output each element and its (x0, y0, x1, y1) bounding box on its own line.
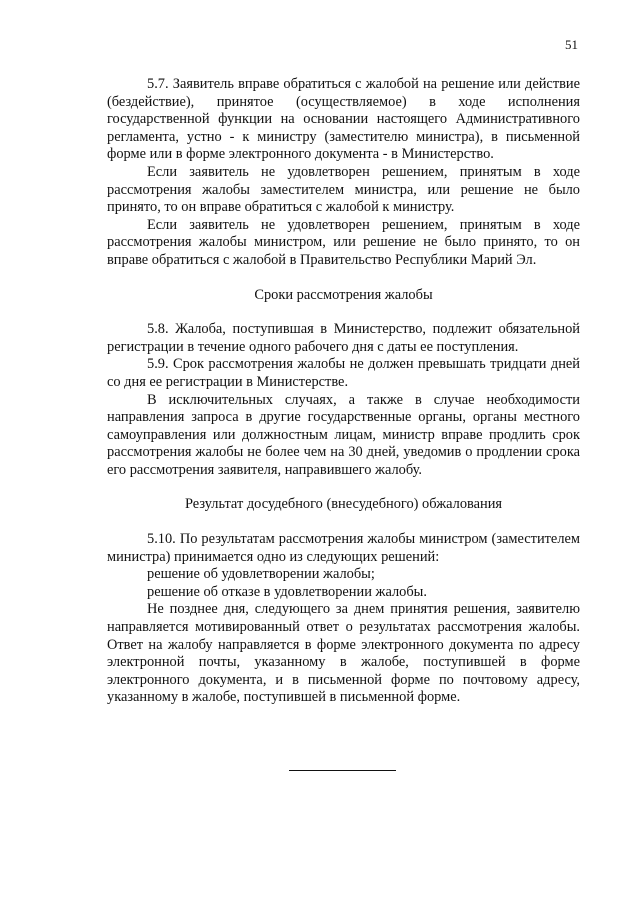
page-number: 51 (565, 37, 578, 52)
paragraph-response-delivery: Не позднее дня, следующего за днем принятия решения, заявителю направляется мотивированный ответ о результатах рассмотрения жалобы. Ответ на жалобу направляется в форме электронного документа по адресу электронной почты, указанному в жалобе, поступившей в форме электронного документа, и в письменной форме по почтовому адресу, указанному в жалобе, поступившей в письменной форме. (107, 601, 580, 706)
section-heading-appeal-result: Результат досудебного (внесудебного) обжалования (184, 496, 503, 513)
paragraph-exceptional-cases: В исключительных случаях, а также в случае необходимости направления запроса в другие государственные органы, органы местного самоуправления или должностным лицам, министр вправе продлить срок рассмотрения жалобы не более чем на 30 дней, уведомив о продлении срока его рассмотрения заявителя, направившего жалобу. (107, 391, 580, 478)
paragraph-5-7: 5.7. Заявитель вправе обратиться с жалобой на решение или действие (бездействие), принятое (осуществляемое) в ходе исполнения государственной функции на основании настоящего Административного регламента, устно - к министру (заместителю министра), в письменной форме или в форме электронного документа - в Министерство. (107, 76, 580, 163)
paragraph-deputy-appeal: Если заявитель не удовлетворен решением, принятым в ходе рассмотрения жалобы заместителем министра, или решение не было принято, то он вправе обратиться с жалобой к министру. (107, 163, 580, 216)
list-item-decision-refuse: решение об отказе в удовлетворении жалобы. (147, 583, 427, 600)
list-item-decision-satisfy: решение об удовлетворении жалобы; (147, 566, 375, 583)
paragraph-5-9: 5.9. Срок рассмотрения жалобы не должен превышать тридцати дней со дня ее регистрации в Министерстве. (107, 356, 580, 390)
end-divider-line (289, 770, 396, 771)
section-heading-review-terms: Сроки рассмотрения жалобы (254, 286, 433, 303)
paragraph-5-10: 5.10. По результатам рассмотрения жалобы министром (заместителем министра) принимается одно из следующих решений: (107, 531, 580, 565)
paragraph-government-appeal: Если заявитель не удовлетворен решением, принятым в ходе рассмотрения жалобы министром, или решение не было принято, то он вправе обратиться с жалобой в Правительство Республики Марий Эл. (107, 216, 580, 268)
paragraph-5-8: 5.8. Жалоба, поступившая в Министерство, подлежит обязательной регистрации в течение одного рабочего дня с даты ее поступления. (107, 321, 580, 355)
document-body (107, 76, 580, 707)
